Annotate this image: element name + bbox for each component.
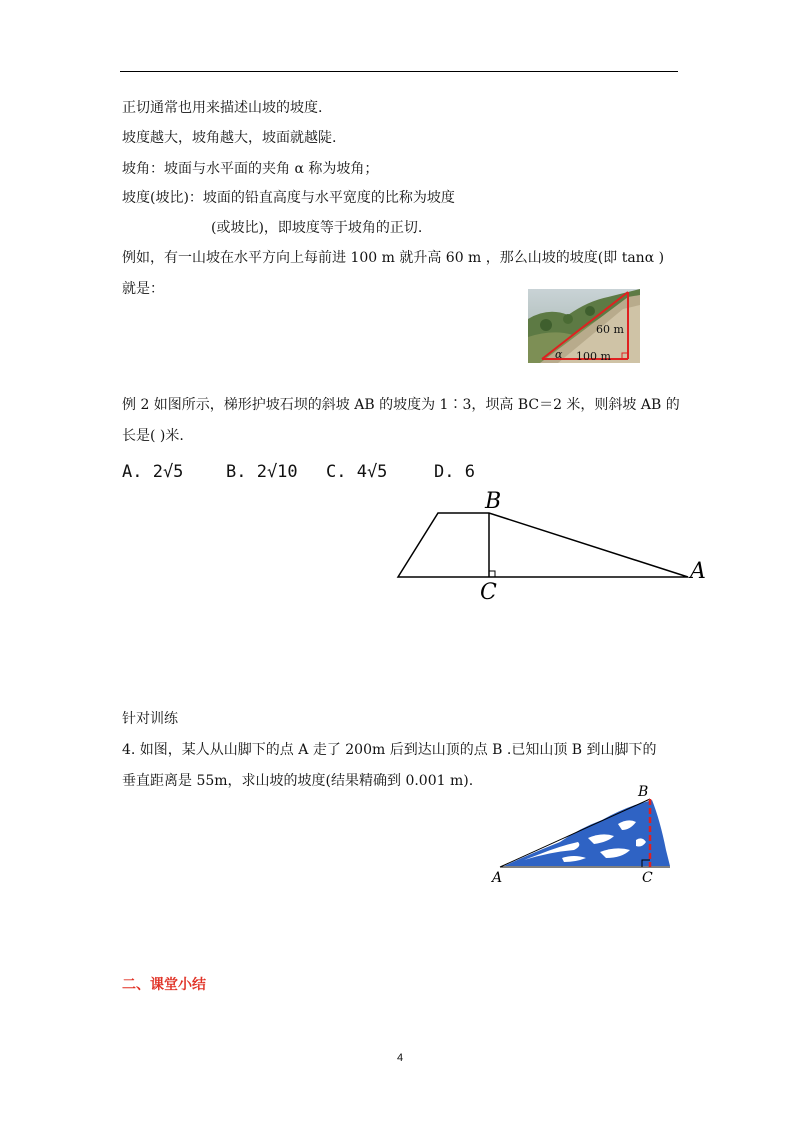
text-line-5: (或坡比)，即坡度等于坡角的正切. bbox=[211, 220, 423, 236]
trapezoid-label-b: B bbox=[485, 489, 502, 514]
mountain-label-c: C bbox=[642, 870, 653, 886]
photo-vertical-label: 60 m bbox=[596, 323, 624, 336]
photo-horizontal-label: 100 m bbox=[576, 350, 611, 363]
mountain-label-b: B bbox=[638, 784, 649, 800]
page-number: 4 bbox=[396, 1052, 404, 1064]
text-line-9: 长是( )米. bbox=[122, 428, 184, 444]
photo-angle-label: α bbox=[555, 348, 563, 361]
text-line-3: 坡角：坡面与水平面的夹角 α 称为坡角； bbox=[122, 161, 379, 177]
trapezoid-label-a: A bbox=[690, 559, 706, 584]
text-line-11: 4. 如图，某人从山脚下的点 A 走了 200m 后到达山顶的点 B .已知山顶 B 到山脚下的 bbox=[122, 742, 657, 758]
text-line-12: 垂直距离是 55m，求山坡的坡度(结果精确到 0.001 m). bbox=[122, 773, 474, 789]
mountain-diagram bbox=[490, 780, 680, 890]
section-heading: 二、课堂小结 bbox=[122, 977, 206, 993]
text-line-8: 例 2 如图所示，梯形护坡石坝的斜坡 AB 的坡度为 1∶3，坝高 BC＝2 米，则斜坡 AB 的 bbox=[122, 397, 680, 413]
option-c: C. 4√5 bbox=[326, 462, 388, 482]
hillside-photo bbox=[528, 289, 640, 363]
trapezoid-diagram bbox=[390, 486, 720, 606]
trapezoid-label-c: C bbox=[480, 580, 497, 605]
mountain-label-a: A bbox=[492, 870, 503, 886]
text-line-7: 就是： bbox=[122, 281, 164, 297]
text-line-6: 例如，有一山坡在水平方向上每前进 100 m 就升高 60 m ，那么山坡的坡度(即 tanα ) bbox=[122, 250, 665, 266]
text-line-2: 坡度越大，坡角越大，坡面就越陡. bbox=[122, 130, 337, 146]
option-d: D. 6 bbox=[434, 462, 475, 482]
option-a: A. 2√5 bbox=[122, 462, 184, 482]
text-line-10: 针对训练 bbox=[122, 711, 178, 727]
header-rule bbox=[120, 71, 678, 72]
text-line-4: 坡度(坡比)：坡面的铅直高度与水平宽度的比称为坡度 bbox=[122, 190, 455, 206]
text-line-1: 正切通常也用来描述山坡的坡度. bbox=[122, 100, 323, 116]
option-b: B. 2√10 bbox=[226, 462, 298, 482]
